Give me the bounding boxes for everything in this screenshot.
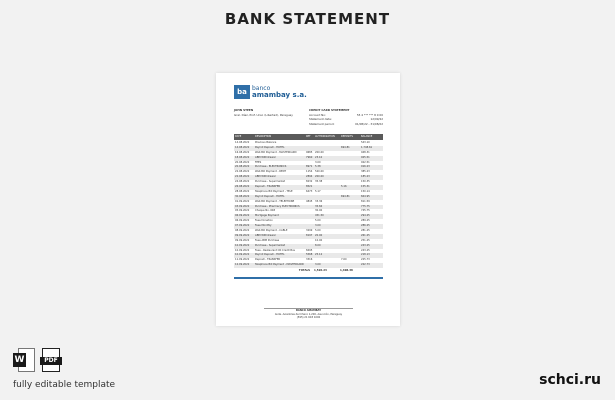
- cell-date: 08.09.2022: [235, 229, 250, 233]
- cell-description: Fees ABM Purchase: [255, 238, 280, 242]
- footer-name: BANCO AMAMBAY: [295, 309, 322, 312]
- cell-description: Mortgage Payment: [255, 214, 279, 218]
- cell-balance: 745.75: [361, 209, 370, 213]
- cell-description: FEES: [255, 160, 262, 164]
- cell-balance: 222.73: [361, 263, 370, 267]
- customer-name: JOHN STEEN: [234, 108, 254, 112]
- cell-authorization: 23.10: [315, 155, 323, 159]
- cell-authorization: 35.84: [315, 204, 323, 208]
- cell-balance: 925.51: [361, 155, 370, 159]
- cell-balance: 150.14: [361, 189, 370, 193]
- cell-balance: 844.95: [361, 194, 370, 198]
- template-caption: fully editable template: [13, 380, 116, 390]
- cell-ref: 3299: [306, 229, 313, 233]
- cell-description: Purchase - Pharmacy ELECTRONICS: [255, 204, 300, 208]
- table-row: [234, 263, 383, 268]
- table-body: [234, 141, 383, 268]
- pdf-document-icon: [40, 348, 62, 372]
- cell-date: 07.09.2022: [235, 224, 250, 228]
- col-deposits: DEPOSITS: [341, 135, 353, 138]
- cell-balance: 294.25: [361, 214, 370, 218]
- accent-divider: [234, 277, 383, 279]
- statement-title: CREDIT CARD STATEMENT: [309, 108, 350, 112]
- cell-authorization: 20.00: [315, 233, 323, 237]
- cell-description: Fees - Restaurant OK Credit Bus: [255, 248, 295, 252]
- footer-phone: (595) 21 618 1000: [296, 316, 321, 320]
- cell-date: 10.09.2022: [235, 248, 250, 252]
- cell-description: Deposit - TRANSFER: [255, 258, 281, 262]
- cell-date: 12.09.2022: [235, 263, 250, 267]
- cell-description: Telephone Bill Payment - MASTERCARD: [255, 263, 304, 267]
- cell-date: 22.08.2022: [235, 175, 250, 179]
- word-badge: W: [14, 355, 25, 365]
- cell-description: Cheque No. 648: [255, 209, 276, 213]
- cell-balance: 543.10: [361, 141, 370, 144]
- cell-deposits: 5.16: [341, 185, 347, 189]
- cell-description: Deposit - TRANSFER: [255, 185, 281, 189]
- cell-authorization: 5.00: [315, 229, 321, 233]
- cell-authorization: 200.00: [315, 175, 324, 179]
- cell-date: 24.08.2022: [235, 180, 250, 184]
- cell-date: 30.08.2022: [235, 194, 250, 198]
- cell-ref: 5568: [306, 253, 313, 257]
- cell-ref: 8197: [306, 233, 313, 237]
- statement-value: 01/08/22 - 31/08/22: [355, 121, 383, 126]
- cell-date: 14.08.2022: [235, 141, 250, 144]
- cell-balance: 286.25: [361, 224, 370, 228]
- cell-date: 06.09.2022: [235, 219, 250, 223]
- page-title: BANK STATEMENT: [224, 10, 391, 28]
- cell-balance: 243.25: [361, 243, 370, 247]
- cell-date: 09.09.2022: [235, 238, 250, 242]
- cell-ref: [305, 263, 314, 268]
- cell-balance: 185.23: [361, 175, 370, 179]
- word-document-icon: [13, 348, 35, 372]
- customer-address: Gral. Díaz, Prof. Ucal. (Libertad), Paraguay: [234, 112, 293, 117]
- cell-authorization: 200.00: [315, 150, 324, 154]
- cell-ref: 9685: [306, 150, 313, 154]
- statement-document: [216, 73, 400, 326]
- bank-logo-text: [252, 85, 307, 99]
- cell-deposits: 7.60: [341, 258, 347, 262]
- cell-description: Web Bill Payment - MASTERCARD: [255, 150, 297, 154]
- cell-authorization: 3.00: [315, 224, 321, 228]
- cell-ref: 1154: [306, 170, 313, 174]
- cell-date: 14.08.2022: [235, 145, 250, 149]
- cell-date: 16.08.2022: [235, 150, 250, 154]
- cell-ref: 8521: [306, 185, 313, 189]
- cell-balance: 948.31: [361, 150, 370, 154]
- cell-date: 28.08.2022: [235, 189, 250, 193]
- cell-authorization: 451.50: [315, 214, 324, 218]
- cell-ref: 7960: [306, 155, 313, 159]
- statement-block: [309, 108, 383, 126]
- cell-date: 18.08.2022: [235, 155, 250, 159]
- statement-value: 55 4 *** *** 8 0 00: [356, 112, 383, 117]
- cell-date: 20.08.2022: [235, 165, 250, 169]
- cell-authorization: 8.00: [315, 243, 321, 247]
- cell-description: ABM Withdrawal: [255, 155, 276, 159]
- cell-authorization: 10.00: [315, 238, 323, 242]
- cell-description: Purchase - Supermarket: [255, 180, 285, 184]
- cell-description: Payroll Deposit - HOTEL: [255, 194, 285, 198]
- cell-date: 10.09.2022: [235, 243, 250, 247]
- cell-description: ABM Withdrawal: [255, 175, 276, 179]
- cell-ref: 6473: [306, 189, 313, 193]
- cell-balance: 225.73: [361, 258, 370, 262]
- brand-watermark: schci.ru: [539, 372, 601, 388]
- statement-value: 12/09/22: [370, 117, 383, 122]
- cell-balance: 218.13: [361, 253, 370, 257]
- cell-ref: 8971: [306, 165, 313, 169]
- table-header: [234, 134, 383, 140]
- cell-balance: 243.25: [361, 248, 370, 252]
- cell-date: 05.09.2022: [235, 209, 250, 213]
- statement-label: Statement date:: [309, 117, 332, 122]
- cell-balance: 281.25: [361, 229, 370, 233]
- cell-balance: 261.25: [361, 233, 370, 237]
- cell-deposits: 694.81: [341, 145, 350, 149]
- pdf-badge: PDF: [40, 357, 62, 365]
- cell-balance: 811.59: [361, 199, 370, 203]
- totals-label: TOTALS: [298, 269, 310, 272]
- cell-authorization: 25.12: [315, 253, 323, 257]
- cell-description: Previous Balance: [255, 141, 277, 144]
- cell-deposits: 694.81: [341, 194, 350, 198]
- cell-description: Web Bill Payment - TELEPHONE: [255, 199, 295, 203]
- cell-description: Purchase - Supermarket: [255, 243, 285, 247]
- cell-authorization: 3.00: [315, 263, 321, 267]
- cell-description: ABM Withdrawal: [255, 233, 276, 237]
- cell-description: Payroll Deposit - HOTEL: [255, 145, 285, 149]
- cell-description: Web Bill Payment - CABLE: [255, 229, 288, 233]
- cell-balance: 916.23: [361, 165, 370, 169]
- cell-ref: 8495: [306, 248, 313, 252]
- cell-authorization: 5.00: [315, 219, 321, 223]
- col-date: DATE: [235, 135, 242, 138]
- cell-ref: 4845: [306, 199, 313, 203]
- cell-authorization: 5.38: [315, 165, 321, 169]
- cell-authorization: 3.00: [315, 160, 321, 164]
- footer: [234, 308, 383, 320]
- cell-date: 06.09.2022: [235, 214, 250, 218]
- cell-balance: 150.35: [361, 180, 370, 184]
- totals-debit: 1,526.23: [314, 269, 327, 272]
- cell-description: Purchase - ELECTRONICS: [255, 165, 287, 169]
- col-description: DESCRIPTION: [255, 135, 272, 138]
- bank-name-line2: amambay s.a.: [252, 91, 307, 99]
- cell-description: Fees Monthly: [255, 224, 272, 228]
- cell-description: Fees Donation: [255, 219, 273, 223]
- cell-description: Payroll Deposit - HOTEL: [255, 253, 285, 257]
- col-authorization: AUTHORIZATION: [315, 135, 335, 138]
- cell-balance: 385.23: [361, 170, 370, 174]
- cell-authorization: 33.36: [315, 199, 323, 203]
- statement-label: Account No:: [309, 112, 326, 117]
- cell-description: Telephone Bill Payment - TELE: [255, 189, 293, 193]
- cell-balance: 289.25: [361, 219, 370, 223]
- totals-credit: 1,408.38: [340, 269, 353, 272]
- statement-label: Statement period:: [309, 121, 335, 126]
- bank-logo-icon: ba: [234, 85, 250, 99]
- cell-balance: 922.51: [361, 160, 370, 164]
- cell-authorization: 30.00: [315, 209, 323, 213]
- totals-row: [234, 269, 383, 272]
- cell-balance: 155.31: [361, 185, 370, 189]
- cell-date: 11.09.2022: [235, 258, 250, 262]
- bank-name-line1: banco: [252, 85, 271, 92]
- col-ref: REF: [306, 135, 311, 138]
- cell-balance: 1,748.61: [361, 145, 373, 149]
- cell-date: 01.09.2022: [235, 199, 250, 203]
- cell-ref: 3316: [306, 258, 313, 262]
- cell-date: 09.09.2022: [235, 233, 250, 237]
- cell-date: 20.08.2022: [235, 160, 250, 164]
- customer-block: [234, 108, 304, 117]
- cell-description: Web Bill Payment - RENT: [255, 170, 286, 174]
- cell-authorization: 5.17: [315, 189, 321, 193]
- format-icons: [13, 348, 62, 372]
- cell-date: 22.08.2022: [235, 170, 250, 174]
- cell-deposits: [340, 263, 360, 268]
- cell-authorization: 35.38: [315, 180, 323, 184]
- cell-balance: 251.25: [361, 238, 370, 242]
- cell-ref: 8232: [306, 180, 313, 184]
- cell-ref: 2894: [306, 175, 313, 179]
- cell-authorization: 520.00: [315, 170, 324, 174]
- col-balance: BALANCE: [361, 135, 373, 138]
- cell-date: 03.09.2022: [235, 204, 250, 208]
- footer-address: Avda. Aviadores del Chaco 1,200, Asunción, Paraguay: [274, 312, 343, 316]
- cell-date: 10.09.2022: [235, 253, 250, 257]
- cell-balance: 775.75: [361, 204, 370, 208]
- cell-date: 26.08.2022: [235, 185, 250, 189]
